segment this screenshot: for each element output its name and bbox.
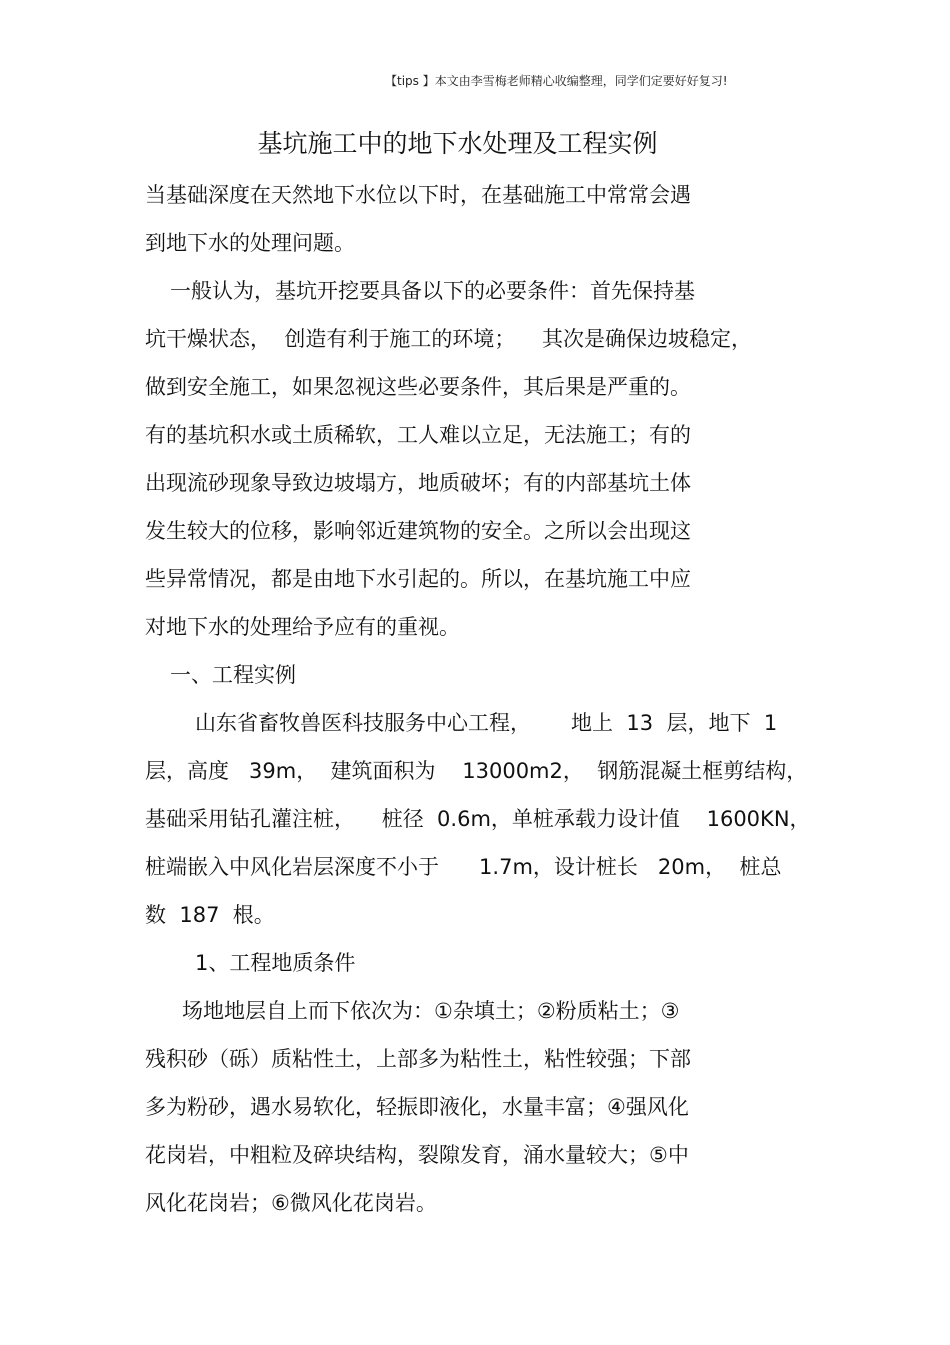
- tips-header: 【tips 】本文由李雪梅老师精心收编整理，同学们定要好好复习!: [385, 74, 728, 88]
- body-line: 花岗岩，中粗粒及碎块结构，裂隙发育，涌水量较大；⑤中: [145, 1143, 689, 1167]
- body-line: 多为粉砂，遇水易软化，轻振即液化，水量丰富；④强风化: [145, 1095, 689, 1119]
- body-line: 层，高度 39m， 建筑面积为 13000m2， 钢筋混凝土框剪结构，: [145, 759, 808, 783]
- body-line: 些异常情况，都是由地下水引起的。所以，在基坑施工中应: [145, 567, 691, 591]
- body-line: 基础采用钻孔灌注桩， 桩径 0.6m，单桩承载力设计值 1600KN，: [145, 807, 811, 831]
- body-line: 坑干燥状态， 创造有利于施工的环境； 其次是确保边坡稳定，: [145, 327, 753, 351]
- body-line: 残积砂（砾）质粘性土，上部多为粘性土，粘性较强；下部: [145, 1047, 691, 1071]
- subsection-heading: 1、工程地质条件: [195, 951, 356, 975]
- body-line: 风化花岗岩；⑥微风化花岗岩。: [145, 1191, 437, 1215]
- body-line: 山东省畜牧兽医科技服务中心工程， 地上 13 层，地下 1: [195, 711, 778, 735]
- body-line: 有的基坑积水或土质稀软，工人难以立足，无法施工；有的: [145, 423, 691, 447]
- body-line: 场地地层自上而下依次为：①杂填土；②粉质粘土；③: [182, 999, 680, 1023]
- body-line: 桩端嵌入中风化岩层深度不小于 1.7m，设计桩长 20m， 桩总: [145, 855, 782, 879]
- body-line: 发生较大的位移，影响邻近建筑物的安全。之所以会出现这: [145, 519, 691, 543]
- body-line: 做到安全施工，如果忽视这些必要条件，其后果是严重的。: [145, 375, 691, 399]
- body-line: 出现流砂现象导致边坡塌方，地质破坏；有的内部基坑土体: [145, 471, 691, 495]
- body-line: 到地下水的处理问题。: [145, 231, 355, 255]
- section-heading: 一、工程实例: [170, 663, 296, 687]
- page-title: 基坑施工中的地下水处理及工程实例: [257, 129, 658, 158]
- body-line: 一般认为，基坑开挖要具备以下的必要条件：首先保持基: [170, 279, 695, 303]
- body-line: 数 187 根。: [145, 903, 275, 927]
- body-line: 当基础深度在天然地下水位以下时，在基础施工中常常会遇: [145, 183, 691, 207]
- body-line: 对地下水的处理给予应有的重视。: [145, 615, 460, 639]
